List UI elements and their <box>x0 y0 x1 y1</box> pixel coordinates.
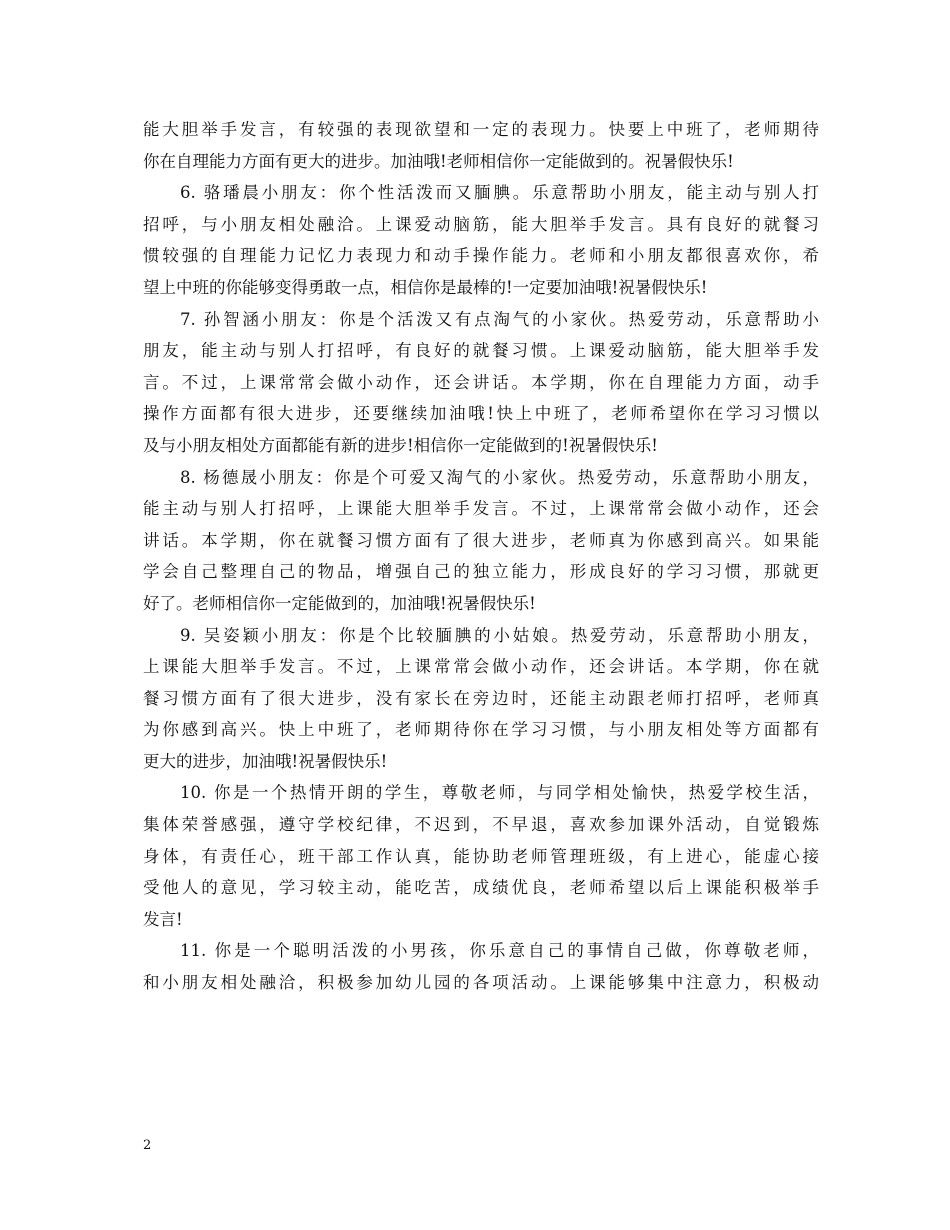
text-line: 朋友，能主动与别人打招呼，有良好的就餐习惯。上课爱动脑筋，能大胆举手发 <box>143 341 819 361</box>
paragraph-first-line: 11. 你是一个聪明活泼的小男孩，你乐意自己的事情自己做，你尊敬老师， <box>180 941 819 961</box>
text-line: 餐习惯方面有了很大进步，没有家长在旁边时，还能主动跟老师打招呼，老师真 <box>143 688 819 708</box>
text-line: 上课能大胆举手发言。不过，上课常常会做小动作，还会讲话。本学期，你在就 <box>143 657 819 677</box>
text-line: 惯较强的自理能力记忆力表现力和动手操作能力。老师和小朋友都很喜欢你，希 <box>143 246 819 266</box>
text-line: 操作方面都有很大进步，还要继续加油哦!快上中班了，老师希望你在学习习惯以 <box>143 404 819 424</box>
text-line: 好了。老师相信你一定能做到的，加油哦!祝暑假快乐! <box>143 593 536 613</box>
text-line: 身体，有责任心，班干部工作认真，能协助老师管理班级，有上进心，能虚心接 <box>143 846 819 866</box>
text-line: 发言! <box>143 909 183 929</box>
text-line: 望上中班的你能够变得勇敢一点，相信你是最棒的!一定要加油哦!祝暑假快乐! <box>143 277 708 297</box>
text-line: 能大胆举手发言，有较强的表现欲望和一定的表现力。快要上中班了，老师期待 <box>143 120 819 139</box>
paragraph-first-line: 8. 杨德晟小朋友：你是个可爱又淘气的小家伙。热爱劳动，乐意帮助小朋友， <box>180 467 819 487</box>
paragraph-first-line: 9. 吴姿颖小朋友：你是个比较腼腆的小姑娘。热爱劳动，乐意帮助小朋友， <box>180 625 819 645</box>
paragraph-first-line: 6. 骆璠晨小朋友：你个性活泼而又腼腆。乐意帮助小朋友，能主动与别人打 <box>180 183 819 203</box>
text-line: 招呼，与小朋友相处融洽。上课爱动脑筋，能大胆举手发言。具有良好的就餐习 <box>143 214 819 234</box>
text-line: 及与小朋友相处方面都能有新的进步!相信你一定能做到的!祝暑假快乐! <box>143 435 658 455</box>
text-line: 言。不过，上课常常会做小动作，还会讲话。本学期，你在自理能力方面，动手 <box>143 372 819 392</box>
text-line: 学会自己整理自己的物品，增强自己的独立能力，形成良好的学习习惯，那就更 <box>143 562 819 582</box>
document-body <box>143 114 819 999</box>
text-line: 你在自理能力方面有更大的进步。加油哦!老师相信你一定能做到的。祝暑假快乐! <box>143 151 734 171</box>
text-line: 讲话。本学期，你在就餐习惯方面有了很大进步，老师真为你感到高兴。如果能 <box>143 530 819 550</box>
paragraph-first-line: 7. 孙智涵小朋友：你是个活泼又有点淘气的小家伙。热爱劳动，乐意帮助小 <box>180 309 819 329</box>
text-line: 为你感到高兴。快上中班了，老师期待你在学习习惯，与小朋友相处等方面都有 <box>143 720 819 740</box>
paragraph-first-line: 10. 你是一个热情开朗的学生，尊敬老师，与同学相处愉快，热爱学校生活， <box>180 783 819 803</box>
text-line: 和小朋友相处融洽，积极参加幼儿园的各项活动。上课能够集中注意力，积极动 <box>143 973 819 993</box>
text-line: 受他人的意见，学习较主动，能吃苦，成绩优良，老师希望以后上课能积极举手 <box>143 878 819 898</box>
text-line: 更大的进步，加油哦!祝暑假快乐! <box>143 751 388 771</box>
text-line: 能主动与别人打招呼，上课能大胆举手发言。不过，上课常常会做小动作，还会 <box>143 499 819 519</box>
text-line: 集体荣誉感强，遵守学校纪律，不迟到，不早退，喜欢参加课外活动，自觉锻炼 <box>143 815 819 835</box>
page-number: 2 <box>143 1138 152 1153</box>
